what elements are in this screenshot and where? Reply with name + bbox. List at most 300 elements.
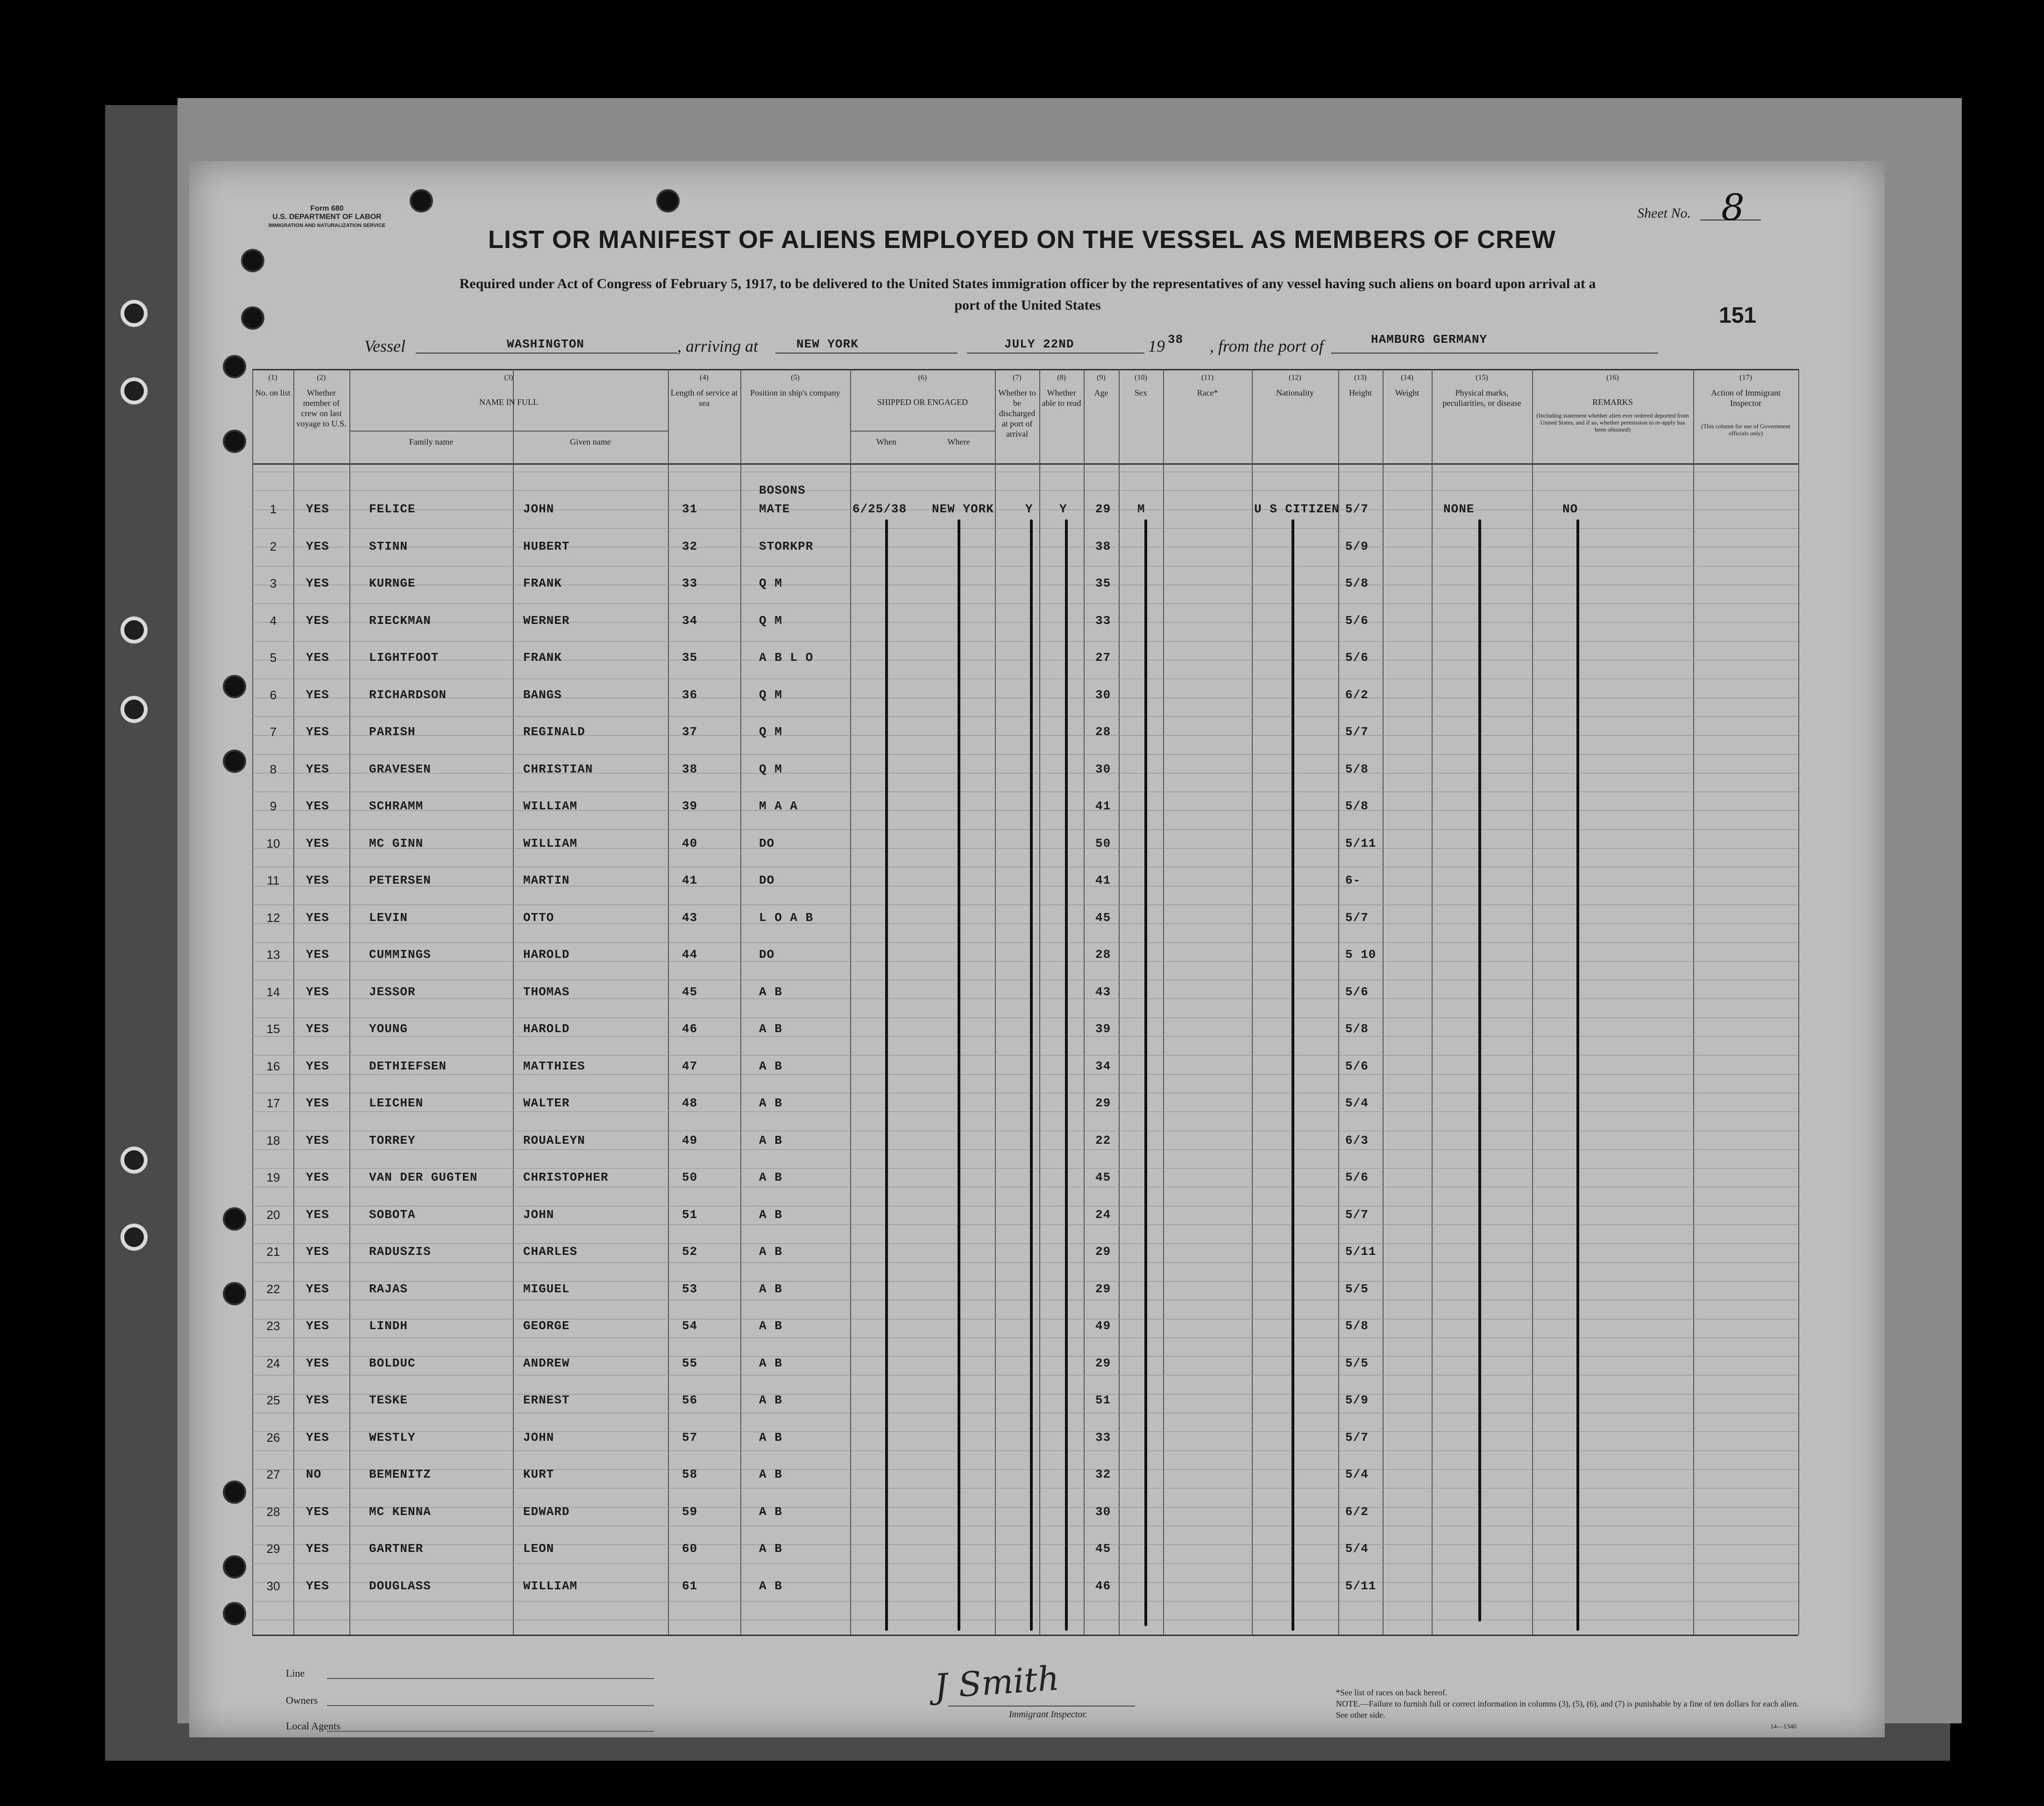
column-divider	[1383, 369, 1384, 1635]
family-name: MC GINN	[369, 836, 424, 850]
crew-member-flag: YES	[306, 1430, 329, 1445]
family-name: RADUSZIS	[369, 1245, 431, 1259]
age: 45	[1095, 1170, 1111, 1184]
form-code: 14—1340	[1770, 1723, 1796, 1730]
given-name: LEON	[523, 1542, 554, 1556]
height: 5/4	[1345, 1096, 1369, 1110]
row-rule	[252, 1168, 1798, 1169]
shipped-when: 6/25/38	[852, 502, 907, 516]
crew-member-flag: YES	[306, 762, 329, 776]
row-number: 17	[266, 1096, 280, 1110]
ship-position: A B	[759, 1356, 782, 1370]
ship-position: Q M	[759, 762, 782, 776]
height: 6/3	[1345, 1133, 1369, 1147]
binder-ring-hole	[121, 616, 148, 644]
column-header: Whether member of crew on last voyage to U.S.	[296, 388, 347, 428]
column-divider	[1798, 369, 1799, 1635]
age: 22	[1095, 1133, 1111, 1147]
row-number: 9	[270, 799, 277, 813]
column-divider	[252, 369, 253, 1635]
service-length: 40	[682, 836, 698, 850]
physical-marks: NONE	[1443, 502, 1475, 516]
age: 27	[1095, 651, 1111, 665]
crew-member-flag: YES	[306, 1059, 329, 1073]
given-name: REGINALD	[523, 725, 585, 739]
row-rule	[252, 603, 1798, 604]
ship-position: A B	[759, 1133, 782, 1147]
row-rule	[252, 716, 1798, 717]
family-name: SCHRAMM	[369, 799, 424, 813]
age: 51	[1095, 1393, 1111, 1407]
service-length: 55	[682, 1356, 698, 1370]
column-number: (5)	[791, 374, 800, 382]
row-number: 26	[266, 1430, 280, 1445]
ditto-line	[1292, 519, 1294, 1631]
row-number: 12	[266, 910, 280, 925]
position-top-line: BOSONS	[759, 483, 806, 497]
row-rule	[252, 566, 1798, 567]
row-rule	[252, 1036, 1798, 1037]
given-name: CHARLES	[523, 1245, 578, 1259]
crew-member-flag: YES	[306, 873, 329, 887]
given-name: BANGS	[523, 687, 562, 702]
binder-ring-hole	[121, 300, 148, 327]
row-number: 24	[266, 1356, 280, 1370]
column-number: (12)	[1289, 374, 1301, 382]
service-length: 38	[682, 762, 698, 776]
punch-hole	[223, 355, 246, 378]
ship-position: STORKPR	[759, 539, 814, 553]
row-number: 8	[270, 762, 277, 776]
crew-member-flag: YES	[306, 687, 329, 702]
ship-position: Q M	[759, 613, 782, 628]
column-number: (2)	[317, 374, 326, 382]
column-header: Whether able to read	[1042, 388, 1081, 408]
ditto-line	[1144, 519, 1147, 1626]
row-rule	[252, 1243, 1798, 1244]
column-number: (1)	[268, 374, 277, 382]
column-number: (16)	[1606, 374, 1619, 382]
remarks: NO	[1562, 502, 1578, 516]
given-name: FRANK	[523, 576, 562, 590]
family-name: SOBOTA	[369, 1207, 416, 1222]
ship-position: Q M	[759, 576, 782, 590]
ship-position: A B	[759, 1059, 782, 1073]
nationality: U S CITIZEN	[1254, 502, 1340, 516]
crew-member-flag: YES	[306, 1022, 329, 1036]
column-header: Race*	[1197, 388, 1218, 397]
age: 50	[1095, 836, 1111, 850]
column-divider	[349, 369, 350, 1635]
column-number: (10)	[1135, 374, 1147, 382]
punch-hole	[241, 306, 264, 330]
owners-label: Owners	[286, 1694, 318, 1706]
column-divider	[740, 369, 741, 1635]
row-rule	[252, 942, 1798, 943]
age: 29	[1095, 502, 1111, 516]
given-name: JOHN	[523, 502, 554, 516]
row-rule	[252, 810, 1798, 811]
given-name: MATTHIES	[523, 1059, 585, 1073]
ship-position: A B	[759, 1504, 782, 1519]
ship-position: A B	[759, 1022, 782, 1036]
action-subhead-note: (This column for use of Government officials only)	[1701, 423, 1790, 437]
row-number: 22	[266, 1282, 280, 1296]
ship-position: A B	[759, 1245, 782, 1259]
crew-member-flag: YES	[306, 502, 329, 516]
punch-hole	[223, 1480, 246, 1504]
crew-member-flag: YES	[306, 1096, 329, 1110]
table-bottom-rule	[252, 1635, 1798, 1636]
arrival-date: JULY 22ND	[1004, 337, 1074, 351]
age: 29	[1095, 1245, 1111, 1259]
age: 33	[1095, 613, 1111, 628]
crew-member-flag: YES	[306, 1170, 329, 1184]
service-length: 61	[682, 1579, 698, 1593]
service-length: 37	[682, 725, 698, 739]
given-name: HUBERT	[523, 539, 570, 553]
family-name: RAJAS	[369, 1282, 408, 1296]
column-divider	[1532, 369, 1533, 1635]
column-divider	[293, 369, 294, 1635]
column-number: (11)	[1201, 374, 1214, 382]
row-rule	[252, 1074, 1798, 1075]
family-name: TORREY	[369, 1133, 416, 1147]
service-length: 57	[682, 1430, 698, 1445]
crew-member-flag: YES	[306, 1319, 329, 1333]
sex: M	[1137, 502, 1145, 516]
row-number: 4	[270, 613, 277, 628]
age: 24	[1095, 1207, 1111, 1222]
given-name: JOHN	[523, 1207, 554, 1222]
family-name: YOUNG	[369, 1022, 408, 1036]
arrival-port: NEW YORK	[796, 337, 859, 351]
column-divider	[1432, 369, 1433, 1635]
ship-position: A B	[759, 1207, 782, 1222]
height: 6/2	[1345, 1504, 1369, 1519]
service-length: 51	[682, 1207, 698, 1222]
ship-position: A B	[759, 1393, 782, 1407]
punch-hole	[223, 430, 246, 453]
column-header: Physical marks, peculiarities, or disease	[1442, 388, 1521, 408]
ship-position: A B	[759, 1096, 782, 1110]
height: 5/7	[1345, 910, 1369, 925]
height: 5/11	[1345, 1245, 1377, 1259]
row-rule	[252, 1563, 1798, 1564]
document-title: LIST OR MANIFEST OF ALIENS EMPLOYED ON THE VESSEL AS MEMBERS OF CREW	[488, 226, 1556, 254]
height: 5/6	[1345, 651, 1369, 665]
age: 43	[1095, 984, 1111, 999]
ship-position: A B	[759, 1430, 782, 1445]
service-length: 31	[682, 502, 698, 516]
ship-position: A B	[759, 1579, 782, 1593]
vessel-underline	[416, 353, 677, 354]
age: 41	[1095, 799, 1111, 813]
vessel-name: WASHINGTON	[507, 337, 585, 351]
local-agents-underline	[327, 1731, 654, 1732]
service-length: 47	[682, 1059, 698, 1073]
given-name: JOHN	[523, 1430, 554, 1445]
column-divider	[668, 369, 669, 1635]
ditto-line	[1030, 519, 1033, 1631]
arriving-label: , arriving at	[677, 337, 759, 355]
service-length: 56	[682, 1393, 698, 1407]
line-label: Line	[286, 1667, 305, 1679]
table-header-rule	[252, 463, 1798, 465]
row-rule	[252, 1431, 1798, 1432]
row-rule	[252, 1469, 1798, 1470]
crew-member-flag: YES	[306, 1579, 329, 1593]
height: 6/2	[1345, 687, 1369, 702]
family-name: RICHARDSON	[369, 687, 447, 702]
row-rule	[252, 848, 1798, 849]
height: 5/5	[1345, 1282, 1369, 1296]
row-number: 10	[266, 836, 280, 850]
column-header: Position in ship's company	[750, 388, 840, 397]
age: 30	[1095, 1504, 1111, 1519]
column-header: Nationality	[1276, 388, 1314, 397]
column-header: Weight	[1395, 388, 1419, 397]
crew-member-flag: YES	[306, 1356, 329, 1370]
crew-member-flag: YES	[306, 984, 329, 999]
column-number: (15)	[1476, 374, 1488, 382]
ship-position: Q M	[759, 725, 782, 739]
height: 5/9	[1345, 1393, 1369, 1407]
family-name: FELICE	[369, 502, 416, 516]
column-number: (9)	[1097, 374, 1106, 382]
punch-hole	[223, 1207, 246, 1231]
footnote	[1336, 1687, 1803, 1721]
punch-hole	[223, 750, 246, 773]
ditto-line	[1576, 519, 1579, 1631]
service-length: 35	[682, 651, 698, 665]
height: 5/4	[1345, 1542, 1369, 1556]
age: 29	[1095, 1282, 1111, 1296]
service-length: 52	[682, 1245, 698, 1259]
row-number: 21	[266, 1245, 280, 1259]
column-divider	[850, 369, 851, 1635]
subtitle-line-2: port of the United States	[954, 297, 1101, 313]
row-number: 1	[270, 502, 277, 516]
column-number: (17)	[1739, 374, 1752, 382]
given-name: OTTO	[523, 910, 554, 925]
column-header: Sex	[1135, 388, 1147, 397]
ship-position: A B L O	[759, 651, 814, 665]
table-top-rule	[252, 369, 1798, 370]
service-length: 32	[682, 539, 698, 553]
sheet-number-value: 8	[1721, 187, 1745, 229]
column-divider	[1163, 369, 1164, 1635]
family-name: LINDH	[369, 1319, 408, 1333]
column-header: Age	[1094, 388, 1108, 397]
ship-position: DO	[759, 873, 775, 887]
family-name: GARTNER	[369, 1542, 424, 1556]
row-number: 20	[266, 1207, 280, 1222]
height: 6-	[1345, 873, 1361, 887]
family-name: TESKE	[369, 1393, 408, 1407]
departure-port: HAMBURG GERMANY	[1371, 333, 1488, 347]
given-name: WILLIAM	[523, 799, 578, 813]
ship-position: DO	[759, 836, 775, 850]
shipped-where: NEW YORK	[932, 502, 994, 516]
signature-line	[948, 1706, 1135, 1707]
crew-member-flag: YES	[306, 1133, 329, 1147]
column-header: NAME IN FULL	[479, 397, 538, 407]
given-name: ROUALEYN	[523, 1133, 585, 1147]
ship-position: A B	[759, 1170, 782, 1184]
row-number: 30	[266, 1579, 280, 1593]
column-divider	[995, 369, 996, 1635]
age: 45	[1095, 1542, 1111, 1556]
ditto-line	[1478, 519, 1481, 1622]
row-rule	[252, 1149, 1798, 1150]
row-rule	[252, 1394, 1798, 1395]
ship-position: L O A B	[759, 910, 814, 925]
row-number: 11	[267, 873, 280, 887]
ship-position: DO	[759, 948, 775, 962]
height: 5/8	[1345, 799, 1369, 813]
column-header: REMARKS	[1592, 397, 1633, 407]
age: 49	[1095, 1319, 1111, 1333]
ship-position: M A A	[759, 799, 798, 813]
row-number: 5	[270, 651, 277, 665]
family-name: VAN DER GUGTEN	[369, 1170, 478, 1184]
age: 34	[1095, 1059, 1111, 1073]
given-name: EDWARD	[523, 1504, 570, 1519]
ship-position: A B	[759, 984, 782, 999]
given-name: HAROLD	[523, 1022, 570, 1036]
crew-member-flag: YES	[306, 1393, 329, 1407]
penalty-note: NOTE.—Failure to furnish full or correct information in columns (3), (5), (6), and (7) is punishable by a fine of ten dollars for each alien. See other side.	[1336, 1699, 1799, 1720]
age: 41	[1095, 873, 1111, 887]
row-rule	[252, 754, 1798, 755]
column-divider	[513, 369, 514, 1635]
discharged-flag: Y	[1025, 502, 1033, 516]
owners-underline	[327, 1705, 654, 1706]
row-rule	[252, 490, 1798, 491]
row-rule	[252, 961, 1798, 962]
row-number: 29	[266, 1542, 280, 1556]
service-length: 59	[682, 1504, 698, 1519]
height: 5/11	[1345, 1579, 1377, 1593]
height: 5/6	[1345, 1059, 1369, 1073]
service-length: 39	[682, 799, 698, 813]
header-sub-rule	[349, 431, 668, 432]
given-name: WALTER	[523, 1096, 570, 1110]
vessel-label: Vessel	[364, 337, 405, 355]
column-number: (13)	[1354, 374, 1367, 382]
local-agents-label: Local Agents	[286, 1720, 341, 1732]
height: 5/8	[1345, 1022, 1369, 1036]
row-rule	[252, 1356, 1798, 1357]
age: 30	[1095, 762, 1111, 776]
row-number: 2	[270, 539, 277, 553]
crew-member-flag: YES	[306, 613, 329, 628]
row-rule	[252, 1262, 1798, 1263]
height: 5/4	[1345, 1467, 1369, 1481]
column-header: No. on list	[255, 388, 291, 397]
ship-position: MATE	[759, 502, 790, 516]
able-to-read-flag: Y	[1059, 502, 1067, 516]
crew-member-flag: YES	[306, 725, 329, 739]
crew-member-flag: YES	[306, 1282, 329, 1296]
remarks-subhead-note: (Including statement whether alien ever ordered deported from United States, and if so, whether permission to re-apply has been obtained)	[1536, 412, 1689, 433]
binder-ring-hole	[121, 1147, 148, 1174]
service-length: 60	[682, 1542, 698, 1556]
binder-ring-hole	[121, 1224, 148, 1251]
crew-member-flag: YES	[306, 576, 329, 590]
age: 33	[1095, 1430, 1111, 1445]
given-name: KURT	[523, 1467, 554, 1481]
row-rule	[252, 1281, 1798, 1282]
punch-hole	[223, 675, 246, 698]
family-name: BEMENITZ	[369, 1467, 431, 1481]
height: 5/7	[1345, 725, 1369, 739]
age: 30	[1095, 687, 1111, 702]
year-prefix: 19	[1148, 337, 1165, 355]
row-number: 27	[266, 1467, 280, 1481]
family-name: CUMMINGS	[369, 948, 431, 962]
family-name: GRAVESEN	[369, 762, 431, 776]
height: 5/6	[1345, 613, 1369, 628]
service-length: 46	[682, 1022, 698, 1036]
height: 5/8	[1345, 1319, 1369, 1333]
binder-ring-hole	[121, 696, 148, 723]
given-name: ERNEST	[523, 1393, 570, 1407]
arrival-year: 38	[1168, 333, 1184, 347]
family-name: RIECKMAN	[369, 613, 431, 628]
crew-member-flag: YES	[306, 836, 329, 850]
height: 5/11	[1345, 836, 1377, 850]
row-number: 15	[266, 1022, 280, 1036]
column-number: (8)	[1057, 374, 1066, 382]
row-number: 13	[266, 948, 280, 962]
row-rule	[252, 1507, 1798, 1508]
family-name: BOLDUC	[369, 1356, 416, 1370]
age: 29	[1095, 1356, 1111, 1370]
crew-member-flag: YES	[306, 910, 329, 925]
height: 5/7	[1345, 502, 1369, 516]
column-header: Length of service at sea	[670, 388, 738, 408]
row-number: 18	[266, 1133, 280, 1147]
age: 46	[1095, 1579, 1111, 1593]
column-header: Action of Immigrant Inspector	[1711, 388, 1781, 408]
row-rule	[252, 923, 1798, 924]
column-divider	[1252, 369, 1253, 1635]
row-number: 14	[266, 984, 280, 999]
row-number: 7	[270, 725, 277, 739]
arriving-underline	[775, 353, 958, 354]
ditto-line	[885, 519, 888, 1631]
family-name: PETERSEN	[369, 873, 431, 887]
column-number: (4)	[700, 374, 709, 382]
row-rule	[252, 1582, 1798, 1583]
service-length: 45	[682, 984, 698, 999]
ship-position: A B	[759, 1467, 782, 1481]
column-number: (3)	[504, 374, 513, 382]
ditto-line	[1065, 519, 1068, 1631]
service-name: IMMIGRATION AND NATURALIZATION SERVICE	[268, 223, 386, 228]
given-name: FRANK	[523, 651, 562, 665]
ditto-line	[958, 519, 960, 1631]
row-rule	[252, 1544, 1798, 1545]
row-number: 16	[266, 1059, 280, 1073]
sheet-number-label: Sheet No.	[1637, 205, 1691, 221]
row-number: 25	[266, 1393, 280, 1407]
given-name: WILLIAM	[523, 1579, 578, 1593]
column-header: SHIPPED OR ENGAGED	[877, 397, 968, 407]
crew-member-flag: YES	[306, 1245, 329, 1259]
